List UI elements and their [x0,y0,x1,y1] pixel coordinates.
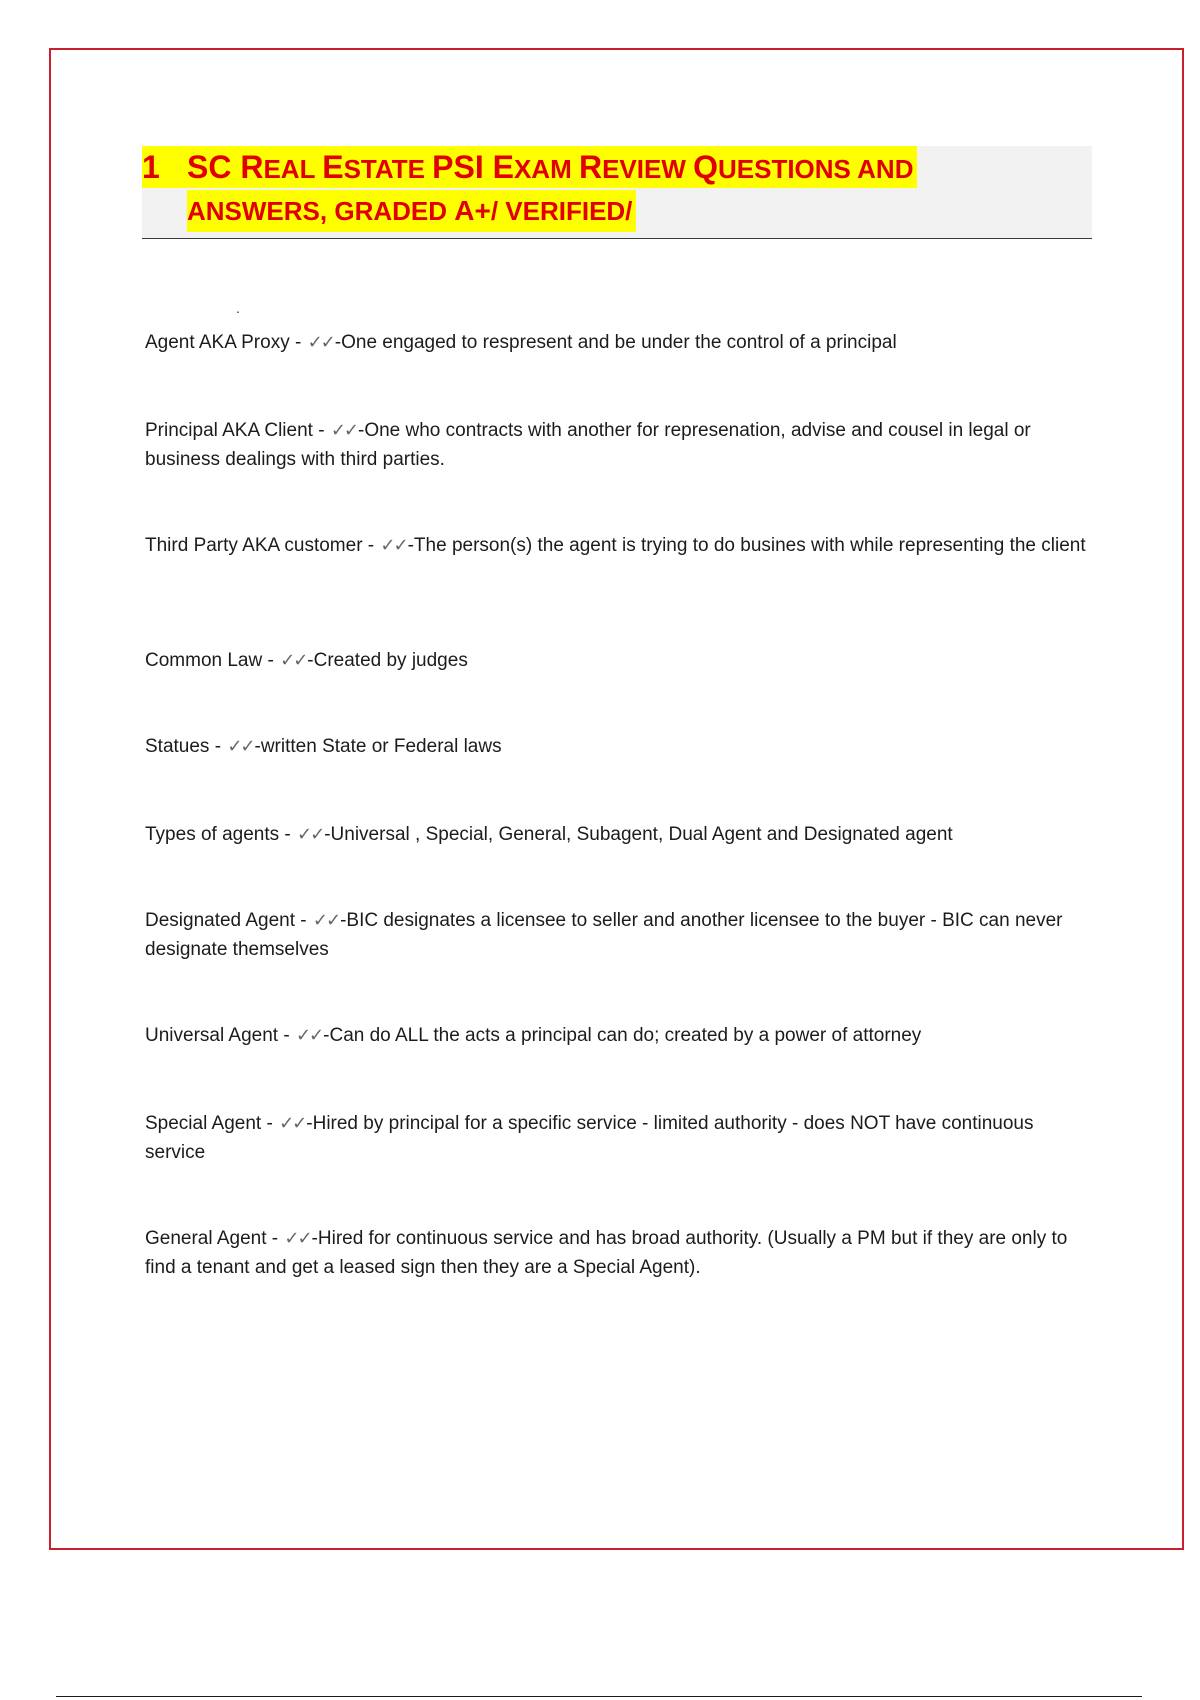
title-segment: ANSWERS, GRADED [187,196,455,226]
entry-term: Principal AKA Client [145,420,313,441]
entry-term: Third Party AKA customer [145,535,363,556]
qa-entry: General Agent - ✓✓-Hired for continuous service and has broad authority. (Usually a PM but if they are only to find a tenant and get a leased sign then they are a Special Agent). [145,1224,1090,1282]
title-segment: SC R [187,149,264,185]
qa-entry: Common Law - ✓✓-Created by judges [145,646,1090,675]
entry-definition: BIC designates a licensee to seller and another licensee to the buyer - BIC can never designate themselves [145,910,1063,960]
double-check-icon: ✓✓ [380,535,407,555]
entry-definition: The person(s) the agent is trying to do busines with while representing the client [413,535,1086,556]
entry-definition: written State or Federal laws [260,736,502,757]
title-segment: R [578,149,603,185]
title-segment: E [322,149,344,185]
qa-entry: Universal Agent - ✓✓-Can do ALL the acts a principal can do; created by a power of attorney [145,1021,1090,1050]
qa-entry: Types of agents - ✓✓-Universal , Special, General, Subagent, Dual Agent and Designated agent [145,820,1090,849]
qa-entry: Designated Agent - ✓✓-BIC designates a licensee to seller and another licensee to the buyer - BIC can never designate themselves [145,906,1090,964]
stray-mark: . [236,300,240,316]
entry-term: Special Agent [145,1113,262,1134]
title-line-2-text [187,195,632,226]
entry-term: Statues [145,736,210,757]
heading-number: 1 [142,149,160,185]
qa-entry: Special Agent - ✓✓-Hired by principal for a specific service - limited authority - does NOT have continuous service [145,1109,1090,1167]
title-line-1-text [187,149,913,185]
double-check-icon: ✓✓ [295,1025,323,1045]
entry-definition: One who contracts with another for represenation, advise and cousel in legal or business dealings with third parties. [145,420,1031,470]
title-segment: UESTIONS AND [717,154,914,184]
entry-term: Common Law [145,650,263,671]
entry-definition: Hired for continuous service and has broad authority. (Usually a PM but if they are only to find a tenant and get a leased sign then they are a Special Agent). [145,1228,1068,1278]
double-check-icon: ✓✓ [297,824,324,844]
entry-definition: Created by judges [313,650,468,671]
qa-entry: Statues - ✓✓-written State or Federal laws [145,732,1090,761]
qa-entry: Principal AKA Client - ✓✓-One who contracts with another for represenation, advise and cousel in legal or business dealings with third parties. [145,416,1090,474]
title-segment: / VERIFIED/ [490,196,633,226]
double-check-icon: ✓✓ [312,910,340,930]
title-segment: EAL [263,154,323,184]
footer-rule [56,1696,1142,1697]
double-check-icon: ✓✓ [227,736,254,756]
title-segment: Q [693,149,718,185]
entry-term: General Agent [145,1228,267,1249]
entry-term: Designated Agent [145,910,296,931]
entry-definition: One engaged to respresent and be under the control of a principal [341,332,897,353]
entry-definition: Universal , Special, General, Subagent, Dual Agent and Designated agent [330,824,953,845]
entry-term: Agent AKA Proxy [145,332,290,353]
double-check-icon: ✓✓ [284,1228,311,1248]
qa-entry: Agent AKA Proxy - ✓✓-One engaged to respresent and be under the control of a principal [145,328,1090,357]
title-segment: PSI E [432,149,514,185]
double-check-icon: ✓✓ [307,332,334,352]
document-title [142,146,1092,239]
qa-entry: Third Party AKA customer - ✓✓-The person(s) the agent is trying to do busines with while representing the client [145,531,1090,560]
title-segment: EVIEW [602,154,694,184]
double-check-icon: ✓✓ [280,650,307,670]
page-border [49,48,1184,1550]
title-segment: A+ [454,195,491,226]
entry-term: Types of agents [145,824,280,845]
title-line-2 [187,190,636,232]
double-check-icon: ✓✓ [330,420,357,440]
title-segment: XAM [513,154,579,184]
entry-definition: Can do ALL the acts a principal can do; created by a power of attorney [329,1025,922,1046]
entry-definition: Hired by principal for a specific service - limited authority - does NOT have continuous service [145,1113,1034,1163]
entry-term: Universal Agent [145,1025,279,1046]
title-segment: STATE [343,154,433,184]
double-check-icon: ✓✓ [279,1113,306,1133]
title-line-1 [142,146,917,188]
